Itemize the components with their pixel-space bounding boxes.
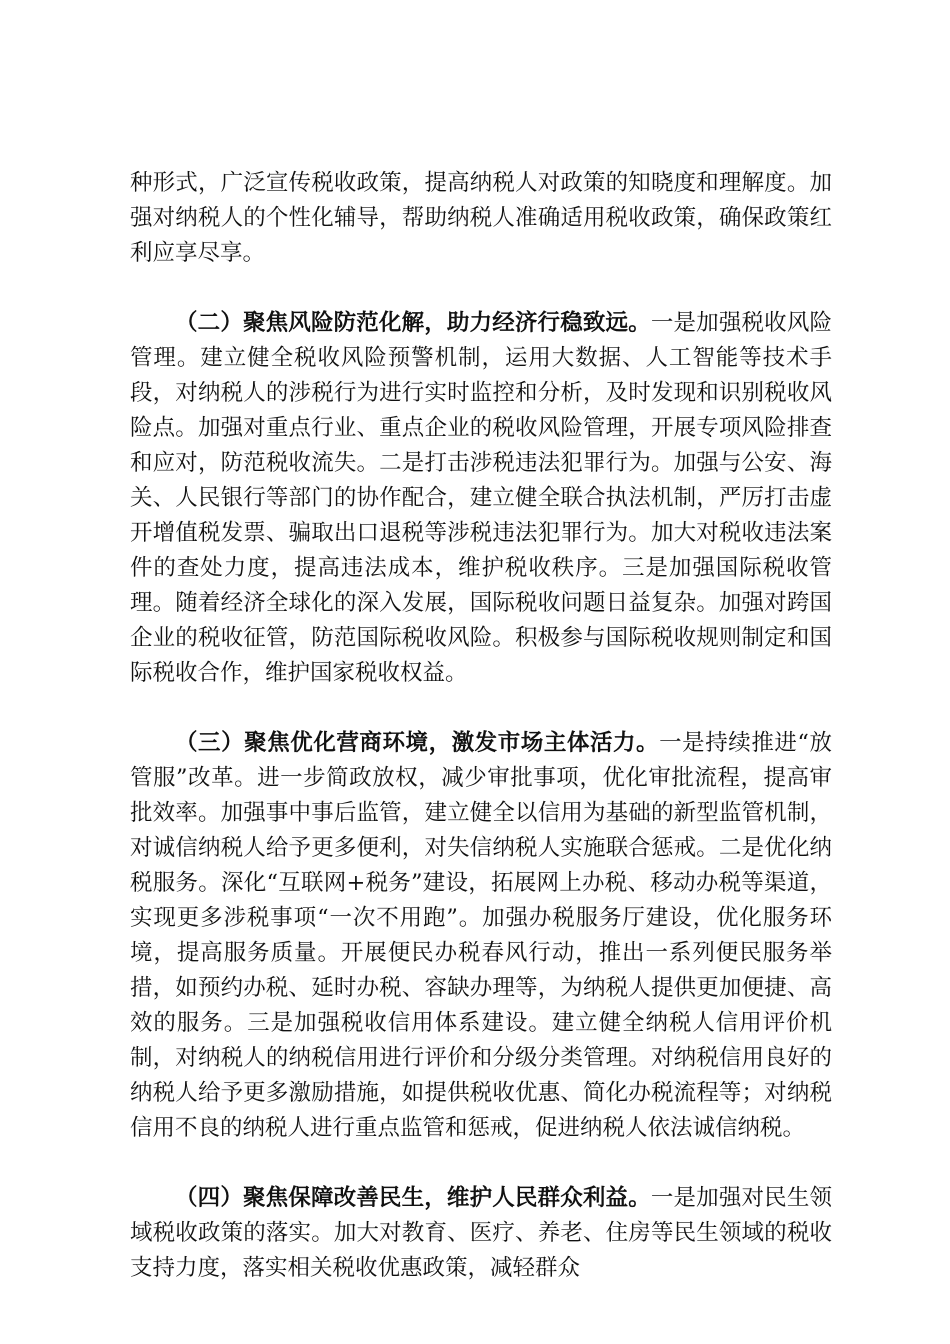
paragraph-spacer <box>130 691 832 726</box>
document-page <box>130 166 832 1286</box>
section-heading: （二）聚焦风险防范化解，助力经济行稳致远。 <box>175 310 651 336</box>
paragraph-continuation <box>130 166 832 271</box>
paragraph-body: 一是持续推进“放管服”改革。进一步简政放权，减少审批事项，优化审批流程，提高审批效率。加强事中事后监管，建立健全以信用为基础的新型监管机制，对诚信纳税人给予更多便利，对失信纳税人实施联合惩戒。二是优化纳税服务。深化“互联网+税务”建设，拓展网上办税、移动办税等渠道，实现更多涉税事项“一次不用跑”。加强办税服务厅建设，优化服务环境，提高服务质量。开展便民办税春风行动，推出一系列便民服务举措，如预约办税、延时办税、容缺办理等，为纳税人提供更加便捷、高效的服务。三是加强税收信用体系建设。建立健全纳税人信用评价机制，对纳税人的纳税信用进行评价和分级分类管理。对纳税信用良好的纳税人给予更多激励措施，如提供税收优惠、简化办税流程等；对纳税信用不良的纳税人进行重点监管和惩戒，促进纳税人依法诚信纳税。 <box>130 730 832 1141</box>
section-heading: （三）聚焦优化营商环境，激发市场主体活力。 <box>175 730 660 756</box>
paragraph-body: 一是加强税收风险管理。建立健全税收风险预警机制，运用大数据、人工智能等技术手段，对纳税人的涉税行为进行实时监控和分析，及时发现和识别税收风险点。加强对重点行业、重点企业的税收风险管理，开展专项风险排查和应对，防范税收流失。二是打击涉税违法犯罪行为。加强与公安、海关、人民银行等部门的协作配合，建立健全联合执法机制，严厉打击虚开增值税发票、骗取出口退税等涉税违法犯罪行为。加大对税收违法案件的查处力度，提高违法成本，维护税收秩序。三是加强国际税收管理。随着经济全球化的深入发展，国际税收问题日益复杂。加强对跨国企业的税收征管，防范国际税收风险。积极参与国际税收规则制定和国际税收合作，维护国家税收权益。 <box>130 310 832 686</box>
section-heading: （四）聚焦保障改善民生，维护人民群众利益。 <box>175 1185 651 1211</box>
paragraph-spacer <box>130 271 832 306</box>
paragraph-business-environment <box>130 726 832 1146</box>
paragraph-risk-prevention <box>130 306 832 691</box>
paragraph-livelihood <box>130 1181 832 1286</box>
paragraph-body: 种形式，广泛宣传税收政策，提高纳税人对政策的知晓度和理解度。加强对纳税人的个性化辅导，帮助纳税人准确适用税收政策，确保政策红利应享尽享。 <box>130 170 832 266</box>
paragraph-spacer <box>130 1146 832 1181</box>
paragraph-body: 一是加强对民生领域税收政策的落实。加大对教育、医疗、养老、住房等民生领域的税收支持力度，落实相关税收优惠政策，减轻群众 <box>130 1185 832 1281</box>
